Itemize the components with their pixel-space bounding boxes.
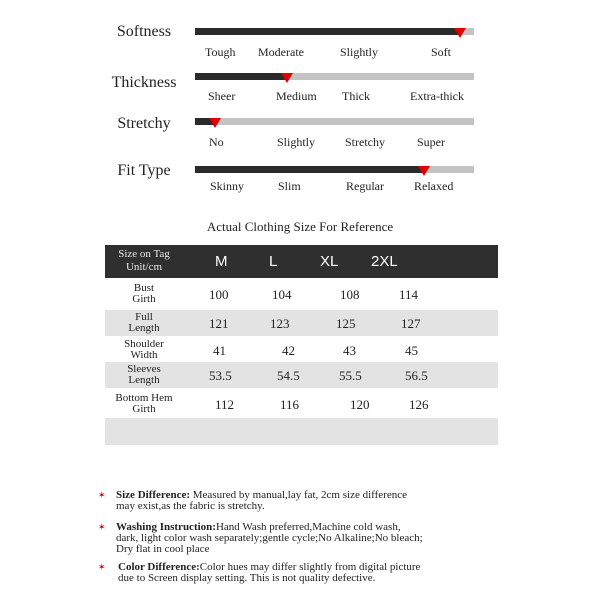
row-name-line1: Bust: [133, 282, 155, 294]
thickness-option-extra-thick: Extra-thick: [410, 89, 464, 103]
fit-type-option-slim: Slim: [278, 179, 301, 193]
table-cell: 45: [405, 343, 418, 358]
fit-type-scale-fill: [195, 166, 424, 173]
fit-type-option-skinny: Skinny: [210, 179, 245, 193]
stretchy-marker-icon: [209, 118, 221, 128]
table-cell: 43: [343, 343, 356, 358]
thickness-option-medium: Medium: [276, 89, 317, 103]
row-name-line2: Girth: [132, 403, 156, 415]
stretchy-option-slightly: Slightly: [277, 135, 316, 149]
row-name-line1: Bottom Hem: [115, 392, 173, 404]
table-cell: 120: [350, 397, 370, 412]
table-row-bottom-hem-girth: [105, 391, 498, 417]
table-cell: 123: [270, 316, 290, 331]
size-on-tag-label: Size on Tag: [118, 248, 170, 260]
thickness-option-sheer: Sheer: [208, 89, 236, 103]
softness-option-slightly: Slightly: [340, 45, 379, 59]
thickness-option-thick: Thick: [342, 89, 370, 103]
bullet-icon: ✶: [98, 522, 106, 532]
size-on-tag-cell: [109, 248, 179, 274]
row-name: [105, 281, 183, 307]
table-cell: 121: [209, 316, 229, 331]
row-name-line1: Full: [135, 311, 153, 323]
softness-scale-fill: [195, 28, 460, 35]
fit-type-option-relaxed: Relaxed: [414, 179, 454, 193]
size-header-2xl: 2XL: [371, 253, 398, 270]
table-cell: 53.5: [209, 368, 232, 383]
table-row-sleeves-length: [105, 362, 498, 388]
table-cell: 104: [272, 287, 292, 302]
thickness-label: Thickness: [111, 74, 177, 91]
note-washing-instruction: [100, 522, 500, 555]
size-table-header: [105, 245, 498, 278]
note-heading: Size Difference:: [116, 489, 191, 501]
table-cell: 114: [399, 287, 419, 302]
fit-type-label: Fit Type: [117, 162, 171, 179]
table-cell: 126: [409, 397, 429, 412]
size-header-l: L: [269, 253, 278, 270]
unit-label: Unit/cm: [125, 261, 163, 273]
table-cell: 127: [401, 316, 421, 331]
softness-option-tough: Tough: [205, 45, 236, 59]
row-name-line1: Sleeves: [127, 363, 161, 375]
table-cell: 54.5: [277, 368, 300, 383]
table-cell: 112: [215, 397, 235, 412]
bullet-icon: ✶: [98, 490, 106, 500]
size-table-title: Actual Clothing Size For Reference: [206, 219, 394, 234]
row-name: [105, 362, 183, 388]
softness-scale: [195, 28, 474, 35]
fit-type-scale: [195, 166, 474, 173]
table-row-shoulder-width: [105, 337, 498, 363]
softness-label: Softness: [116, 23, 172, 40]
table-cell: 42: [282, 343, 295, 358]
table-cell: 125: [336, 316, 356, 331]
note-line: dark, light color wash separately;gentle cycle;No Alkaline;No bleach;: [116, 532, 423, 544]
softness-option-soft: Soft: [431, 45, 452, 59]
row-name-line2: Length: [128, 322, 160, 334]
note-line: Dry flat in cool place: [116, 543, 210, 555]
fit-type-option-regular: Regular: [346, 179, 384, 193]
row-name-line1: Shoulder: [124, 338, 164, 350]
fit-type-marker-icon: [418, 166, 430, 176]
table-row-bust-girth: [105, 281, 498, 307]
row-name: [105, 310, 183, 336]
table-cell: 100: [209, 287, 229, 302]
note-line: Measured by manual,lay fat, 2cm size difference: [190, 489, 407, 501]
note-heading: Washing Instruction:: [116, 521, 216, 533]
stretchy-option-super: Super: [417, 135, 445, 149]
bullet-icon: ✶: [98, 562, 106, 572]
thickness-marker-icon: [281, 73, 293, 83]
note-size-difference: [100, 490, 500, 512]
row-name-line2: Width: [130, 349, 158, 361]
note-line: may exist,as the fabric is stretchy.: [116, 500, 265, 512]
size-header-m: M: [215, 253, 228, 270]
note-line: due to Screen display setting. This is not quality defective.: [118, 572, 376, 584]
table-cell: 108: [340, 287, 360, 302]
stretchy-option-no: No: [209, 135, 224, 149]
thickness-scale-fill: [195, 73, 287, 80]
table-row-full-length: [105, 310, 498, 336]
row-name-line2: Girth: [132, 293, 156, 305]
table-cell: 41: [213, 343, 226, 358]
row-name-line2: Length: [128, 374, 160, 386]
note-line: Color hues may differ slightly from digital picture: [199, 561, 421, 573]
softness-option-moderate: Moderate: [258, 45, 304, 59]
stretchy-scale: [195, 118, 474, 125]
stretchy-label: Stretchy: [117, 115, 171, 132]
thickness-scale: [195, 73, 474, 80]
table-cell: 56.5: [405, 368, 428, 383]
note-heading: Color Difference:: [118, 561, 200, 573]
table-row-empty: [105, 418, 498, 445]
note-line: Hand Wash preferred,Machine cold wash,: [215, 521, 401, 533]
softness-marker-icon: [454, 28, 466, 38]
table-cell: 116: [280, 397, 300, 412]
row-name: [105, 391, 183, 417]
note-color-difference: [100, 562, 500, 584]
table-cell: 55.5: [339, 368, 362, 383]
size-header-xl: XL: [320, 253, 339, 270]
row-name: [105, 337, 183, 363]
stretchy-option-stretchy: Stretchy: [345, 135, 385, 149]
